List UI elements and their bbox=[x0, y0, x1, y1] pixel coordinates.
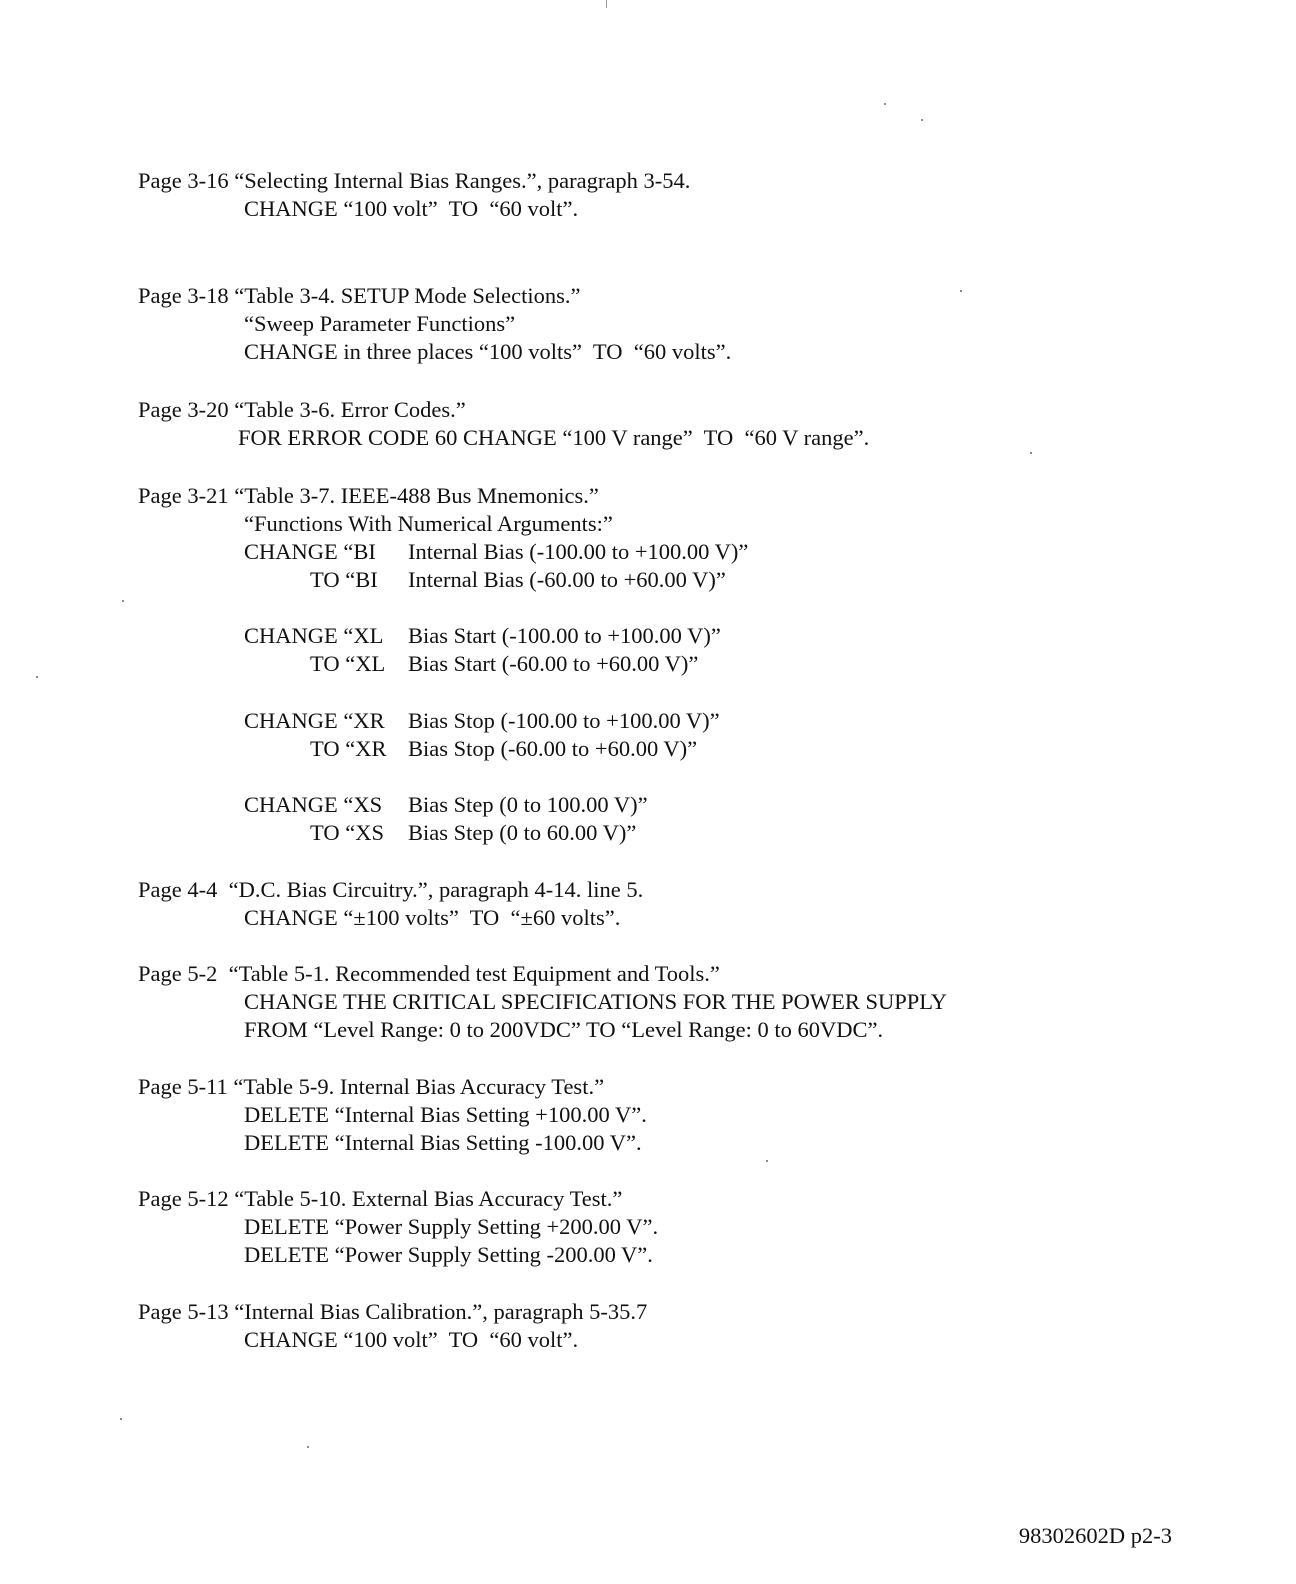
change-line bbox=[138, 707, 720, 735]
entry-heading: Page 5-13 “Internal Bias Calibration.”, paragraph 5-35.7 bbox=[138, 1299, 648, 1324]
errata-entry-3-21 bbox=[138, 482, 748, 594]
entry-instruction: FROM “Level Range: 0 to 200VDC” TO “Level Range: 0 to 60VDC”. bbox=[244, 1017, 884, 1042]
errata-entry-3-16 bbox=[138, 167, 690, 223]
change-text: Internal Bias (-100.00 to +100.00 V)” bbox=[408, 539, 749, 564]
errata-entry-3-18 bbox=[138, 282, 731, 366]
entry-instruction: DELETE “Power Supply Setting +200.00 V”. bbox=[244, 1214, 659, 1239]
entry-heading: Page 3-16 “Selecting Internal Bias Ranges.”, paragraph 3-54. bbox=[138, 168, 691, 193]
to-text: Internal Bias (-60.00 to +60.00 V)” bbox=[408, 567, 726, 592]
to-keyword: TO “XS bbox=[310, 820, 384, 845]
scan-speck bbox=[122, 600, 124, 602]
to-line bbox=[138, 650, 721, 678]
entry-instruction: CHANGE THE CRITICAL SPECIFICATIONS FOR THE POWER SUPPLY bbox=[244, 989, 948, 1014]
change-pair-xr bbox=[138, 707, 720, 763]
entry-heading: Page 3-18 “Table 3-4. SETUP Mode Selections.” bbox=[138, 283, 581, 308]
entry-instruction: DELETE “Internal Bias Setting -100.00 V”. bbox=[244, 1130, 642, 1155]
entry-heading: Page 3-21 “Table 3-7. IEEE-488 Bus Mnemonics.” bbox=[138, 483, 599, 508]
entry-instruction: CHANGE “100 volt” TO “60 volt”. bbox=[244, 196, 579, 221]
errata-entry-3-20 bbox=[138, 396, 869, 452]
scan-speck bbox=[120, 1418, 122, 1420]
to-text: Bias Step (0 to 60.00 V)” bbox=[408, 820, 637, 845]
change-text: Bias Start (-100.00 to +100.00 V)” bbox=[408, 623, 721, 648]
errata-entry-4-4 bbox=[138, 876, 643, 932]
entry-heading: Page 5-2 “Table 5-1. Recommended test Equipment and Tools.” bbox=[138, 961, 720, 986]
to-text: Bias Stop (-60.00 to +60.00 V)” bbox=[408, 736, 698, 761]
errata-entry-5-2 bbox=[138, 960, 947, 1044]
change-keyword: CHANGE “XL bbox=[244, 623, 384, 648]
change-keyword: CHANGE “XS bbox=[244, 792, 383, 817]
scan-mark bbox=[606, 0, 607, 8]
to-keyword: TO “BI bbox=[310, 567, 378, 592]
to-line bbox=[138, 735, 720, 763]
scan-speck bbox=[307, 1446, 309, 1448]
entry-instruction: DELETE “Power Supply Setting -200.00 V”. bbox=[244, 1242, 653, 1267]
change-line bbox=[138, 622, 721, 650]
change-keyword: CHANGE “XR bbox=[244, 708, 385, 733]
change-line bbox=[138, 538, 748, 566]
change-text: Bias Step (0 to 100.00 V)” bbox=[408, 792, 648, 817]
entry-instruction: CHANGE in three places “100 volts” TO “60 volts”. bbox=[244, 339, 732, 364]
entry-heading: Page 3-20 “Table 3-6. Error Codes.” bbox=[138, 397, 466, 422]
change-pair-bi bbox=[138, 538, 748, 594]
errata-entry-5-11 bbox=[138, 1073, 647, 1157]
entry-instruction: CHANGE “±100 volts” TO “±60 volts”. bbox=[244, 905, 621, 930]
to-line bbox=[138, 819, 648, 847]
entry-instruction: FOR ERROR CODE 60 CHANGE “100 V range” TO “60 V range”. bbox=[238, 425, 870, 450]
errata-entry-5-12 bbox=[138, 1185, 658, 1269]
change-text: Bias Stop (-100.00 to +100.00 V)” bbox=[408, 708, 720, 733]
entry-instruction: DELETE “Internal Bias Setting +100.00 V”. bbox=[244, 1102, 647, 1127]
entry-instruction: CHANGE “100 volt” TO “60 volt”. bbox=[244, 1327, 579, 1352]
scan-speck bbox=[884, 103, 886, 105]
errata-entry-5-13 bbox=[138, 1298, 647, 1354]
scan-speck bbox=[921, 119, 923, 121]
document-footer: 98302602D p2-3 bbox=[1018, 1523, 1172, 1548]
to-keyword: TO “XL bbox=[310, 651, 386, 676]
to-text: Bias Start (-60.00 to +60.00 V)” bbox=[408, 651, 699, 676]
change-pair-xl bbox=[138, 622, 721, 678]
change-line bbox=[138, 791, 648, 819]
entry-subheading: “Sweep Parameter Functions” bbox=[244, 311, 516, 336]
entry-subheading: “Functions With Numerical Arguments:” bbox=[244, 511, 613, 536]
change-keyword: CHANGE “BI bbox=[244, 539, 376, 564]
to-keyword: TO “XR bbox=[310, 736, 387, 761]
entry-heading: Page 5-12 “Table 5-10. External Bias Accuracy Test.” bbox=[138, 1186, 623, 1211]
scan-speck bbox=[766, 1160, 768, 1162]
entry-heading: Page 5-11 “Table 5-9. Internal Bias Accuracy Test.” bbox=[138, 1074, 605, 1099]
entry-heading: Page 4-4 “D.C. Bias Circuitry.”, paragraph 4-14. line 5. bbox=[138, 877, 644, 902]
to-line bbox=[138, 566, 748, 594]
change-pair-xs bbox=[138, 791, 648, 847]
scan-speck bbox=[1030, 452, 1032, 454]
scan-speck bbox=[36, 676, 38, 678]
scan-speck bbox=[960, 290, 962, 292]
